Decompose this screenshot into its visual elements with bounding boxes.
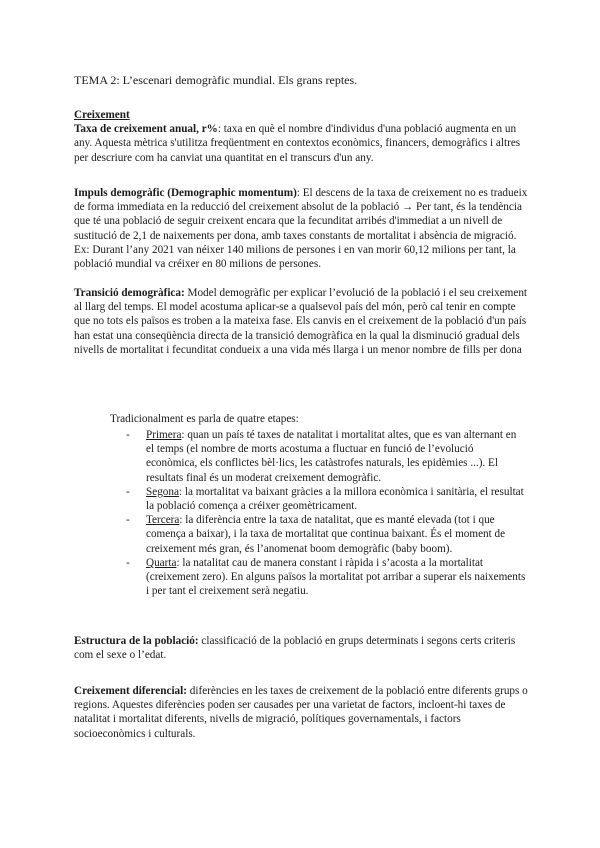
- term-label: Impuls demogràfic (Demographic momentum): [74, 187, 297, 199]
- term-label: Taxa de creixement anual, r%: [74, 123, 218, 136]
- stage-text: : la natalitat cau de manera constant i ràpida i s’acosta a la mortalitat (creixement zero). En alguns països la mortalitat pot arribar a superar els naixements i per tant el creixement serà negatiu.: [146, 556, 526, 598]
- term-label: Creixement diferencial:: [74, 685, 187, 697]
- paragraph-taxa-creixement: [74, 122, 529, 165]
- stage-name: Primera: [146, 429, 182, 441]
- list-item: [126, 513, 526, 556]
- stage-name: Segona: [146, 485, 179, 498]
- document-title: TEMA 2: L’escenari demogràfic mundial. Els grans reptes.: [74, 73, 358, 87]
- paragraph-creixement-diferencial: [74, 684, 529, 741]
- list-bullet: -: [126, 514, 130, 527]
- stage-text: : la mortalitat va baixant gràcies a la millora econòmica i sanitària, el resultat la població comença a créixer geomètricament.: [146, 485, 524, 513]
- stages-intro: Tradicionalment es parla de quatre etapes:: [110, 413, 299, 425]
- paragraph-text: : El descens de la taxa de creixement no es tradueix de forma immediata en la reducció del creixement absolut de la població → Per tant, és la tendència que té una població de seguir creixent encara que la fecunditat arribés d'immediat a un nivell de sustitució de 2,1 de naixements per dona, amb taxes constants de mortalitat i absència de migració. Ex: Durant l’any 2021 van néixer 140 milions de persones i en van morir 60,12 milions per tant, la població mundial va créixer en 80 milions de persones.: [74, 187, 528, 271]
- paragraph-transicio-demografica: [74, 286, 529, 357]
- paragraph-text: classificació de la població en grups determinats i segons certs criteris com el sexe o l’edat.: [74, 635, 516, 662]
- stages-list: [126, 428, 526, 598]
- paragraph-text: Model demogràfic per explicar l’evolució de la població i el seu creixement al llarg del temps. El model acostuma aplicar-se a qualsevol país del món, però cal tenir en compte que no tots els països es troben a la mateixa fase. Els canvis en el creixement de la població d'un país han estat una conseqüència directa de la transició demogràfica en la qual la disminució gradual dels nivells de mortalitat i fecunditat condueix a una vida més llarga i un menor nombre de fills per dona: [74, 287, 528, 356]
- stage-text: : quan un país té taxes de natalitat i mortalitat altes, que es van alternant en el temps (el nombre de morts acostuma a fluctuar en funció de l’evolució econòmica, els conflictes bèl·lics, les catàstrofes naturals, les epidèmies ...). El resultats final és un moderat creixement demogràfic.: [146, 429, 517, 484]
- section-creixement: [74, 108, 529, 165]
- paragraph-estructura-poblacio: [74, 634, 529, 662]
- stage-name: Tercera: [146, 514, 180, 527]
- term-label: Transició demogràfica:: [74, 287, 185, 299]
- stage-name: Quarta: [146, 556, 177, 569]
- section-heading: Creixement: [74, 109, 130, 121]
- list-item: [126, 485, 526, 513]
- list-item: [126, 556, 526, 599]
- list-bullet: -: [126, 556, 130, 569]
- list-bullet: -: [126, 429, 130, 441]
- term-label: Estructura de la població:: [74, 635, 199, 647]
- paragraph-text: diferències en les taxes de creixement de la població entre diferents grups o regions. Aquestes diferències poden ser causades per una varietat de factors, incloent-hi taxes de natalitat i mortalitat diferents, nivells de migració, polítiques governamentals, i factors socioeconòmics i culturals.: [74, 685, 528, 740]
- stage-text: : la diferència entre la taxa de natalitat, que es manté elevada (tot i que comença a baixar), i la taxa de mortalitat que continua baixant. És el moment de creixement més gran, és l’anomenat boom demogràfic (baby boom).: [146, 514, 506, 555]
- paragraph-impuls-demografic: [74, 186, 529, 271]
- list-bullet: -: [126, 485, 130, 498]
- paragraph-text: : taxa en què el nombre d'individus d'una població augmenta en un any. Aquesta mètrica s'utilitza freqüentment en contextos econòmics, financers, demogràfics i altres per descriure com ha canviat una quantitat en el transcurs d'un any.: [74, 123, 521, 164]
- list-item: [126, 428, 526, 485]
